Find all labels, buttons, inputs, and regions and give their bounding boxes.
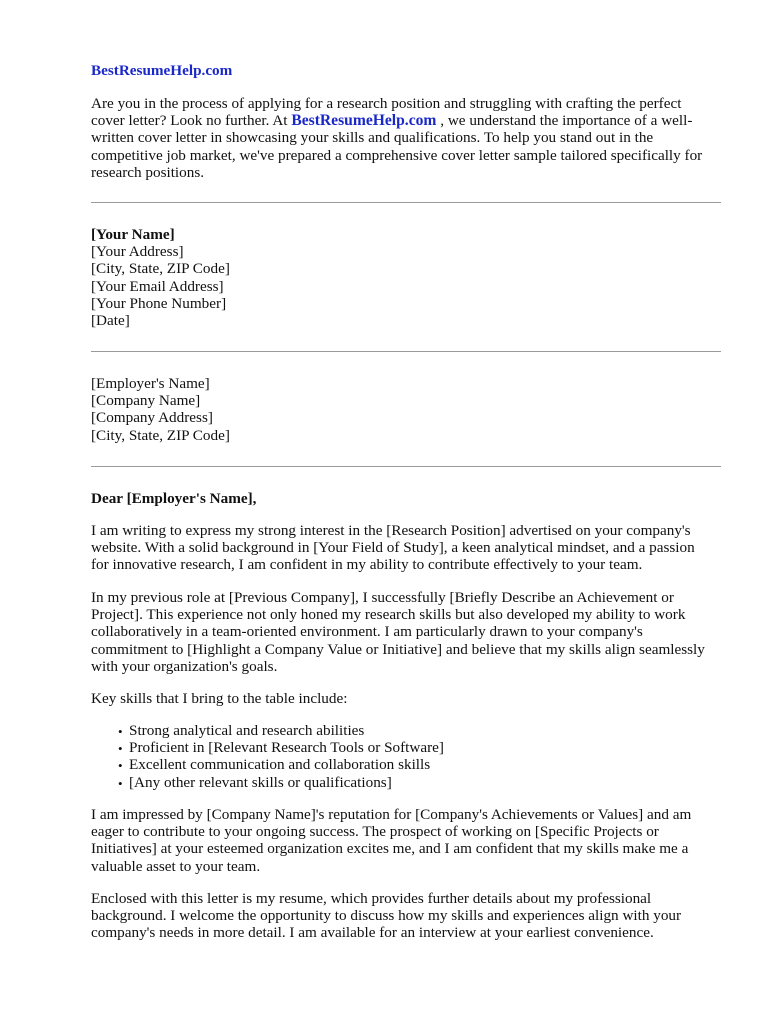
- bullet-icon: •: [118, 741, 123, 757]
- brand-inline-link[interactable]: BestResumeHelp.com: [291, 112, 437, 130]
- recipient-company: [Company Name]: [91, 392, 201, 410]
- bullet-icon: •: [118, 775, 123, 791]
- intro-line: competitive job market, we've prepared a comprehensive cover letter sample tailored specifically for: [91, 146, 703, 164]
- paragraph-line: collaboratively in a team-oriented environment. I am particularly drawn to your company's: [91, 623, 643, 641]
- intro-line: [91, 112, 723, 129]
- intro-line: research positions.: [91, 163, 205, 181]
- paragraph-line: Project]. This experience not only honed my research skills but also developed my ability to work: [91, 606, 686, 624]
- intro-line: Are you in the process of applying for a research position and struggling with crafting the perfect: [91, 95, 682, 112]
- paragraph-line: eager to contribute to your ongoing success. The prospect of working on [Specific Projects or: [91, 823, 659, 841]
- salutation: Dear [Employer's Name],: [91, 490, 257, 507]
- intro-text: , we understand the importance of a well-: [436, 112, 693, 130]
- divider: [91, 466, 721, 467]
- body-paragraph-3: [91, 806, 723, 875]
- recipient-name: [Employer's Name]: [91, 375, 210, 392]
- body-paragraph-4: [91, 890, 723, 942]
- divider: [91, 351, 721, 352]
- list-item: [91, 774, 723, 791]
- list-item: [91, 722, 723, 739]
- skills-intro: Key skills that I bring to the table include:: [91, 690, 348, 707]
- list-item: [91, 739, 723, 756]
- list-item: [91, 756, 723, 773]
- paragraph-line: commitment to [Highlight a Company Value or Initiative] and believe that my skills align seamlessly: [91, 640, 705, 658]
- paragraph-line: for innovative research, I am confident in my ability to contribute effectively to your team.: [91, 556, 643, 574]
- body-paragraph-1: [91, 522, 723, 574]
- paragraph-line: I am writing to express my strong interest in the [Research Position] advertised on your company's: [91, 522, 691, 539]
- paragraph-line: In my previous role at [Previous Company], I successfully [Briefly Describe an Achievement or: [91, 589, 674, 606]
- paragraph-line: I am impressed by [Company Name]'s reputation for [Company's Achievements or Values] and am: [91, 806, 692, 823]
- bullet-icon: •: [118, 758, 123, 774]
- paragraph-line: Initiatives] at your esteemed organization excites me, and I am confident that my skills make me a: [91, 840, 689, 858]
- sender-name: [Your Name]: [91, 226, 175, 243]
- paragraph-line: Enclosed with this letter is my resume, which provides further details about my professional: [91, 890, 652, 907]
- sender-city: [City, State, ZIP Code]: [91, 260, 230, 278]
- sender-phone: [Your Phone Number]: [91, 294, 227, 312]
- sender-address: [Your Address]: [91, 243, 184, 261]
- skill-text: Excellent communication and collaboration skills: [129, 756, 431, 774]
- paragraph-line: company's needs in more detail. I am available for an interview at your earliest convenience.: [91, 924, 654, 942]
- recipient-city: [City, State, ZIP Code]: [91, 426, 230, 444]
- recipient-block: [91, 375, 723, 444]
- brand-link[interactable]: BestResumeHelp.com: [91, 62, 233, 79]
- paragraph-line: valuable asset to your team.: [91, 857, 261, 875]
- sender-email: [Your Email Address]: [91, 277, 224, 295]
- paragraph-line: background. I welcome the opportunity to discuss how my skills and experiences align with your: [91, 907, 682, 925]
- body-paragraph-2: [91, 589, 723, 675]
- intro-line: written cover letter in showcasing your skills and qualifications. To help you stand out in the: [91, 129, 654, 147]
- paragraph-line: website. With a solid background in [Your Field of Study], a keen analytical mindset, and a passion: [91, 539, 695, 557]
- skill-text: Proficient in [Relevant Research Tools or Software]: [129, 739, 444, 757]
- paragraph-line: with your organization's goals.: [91, 657, 278, 675]
- intro-text: cover letter? Look no further. At: [91, 112, 292, 130]
- sender-date: [Date]: [91, 312, 130, 330]
- sender-block: [91, 226, 723, 329]
- skills-list: [91, 722, 723, 791]
- intro-paragraph: [91, 95, 723, 181]
- recipient-address: [Company Address]: [91, 409, 213, 427]
- bullet-icon: •: [118, 724, 123, 739]
- divider: [91, 202, 721, 203]
- skill-text: [Any other relevant skills or qualifications]: [129, 773, 392, 791]
- skill-text: Strong analytical and research abilities: [129, 722, 365, 739]
